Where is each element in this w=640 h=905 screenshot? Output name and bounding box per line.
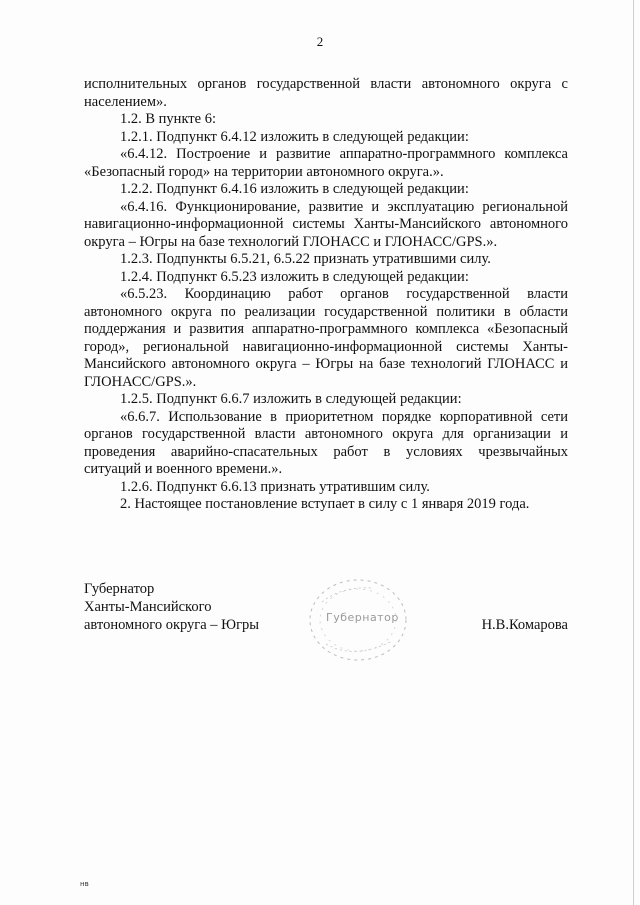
position-line-3: автономного округа – Югры (84, 617, 260, 633)
paragraph-7: 1.2.3. Подпункты 6.5.21, 6.5.22 признать утратившими силу. (120, 251, 491, 267)
document-body (84, 76, 568, 514)
stamp-label: Губернатор (326, 611, 399, 624)
paragraph-11: «6.6.7. Использование в приоритетном порядке корпоративной сети органов государственной власти автономного округа для организации и проведения аварийно-спасательных работ в условиях чрезвычайных ситуаций и военного времени.». (84, 408, 568, 477)
paragraph-13: 2. Настоящее постановление вступает в силу с 1 января 2019 года. (120, 496, 530, 512)
page-edge (633, 0, 634, 905)
signatory-name: Н.В.Комарова (481, 617, 568, 633)
paragraph-4: «6.4.12. Построение и развитие аппаратно-программного комплекса «Безопасный город» на территории автономного округа.». (84, 146, 568, 180)
paragraph-9: «6.5.23. Координацию работ органов государственной власти автономного округа по реализации государственной политики в области поддержания и развития аппаратно-программного комплекса «Безопасный город», региональной навигационно-информационной системы Ханты-Мансийского автономного округа – Югры на базе технологий ГЛОНАСС и ГЛОНАСС/GPS.». (84, 286, 568, 390)
page-number: 2 (316, 34, 324, 49)
paragraph-8: 1.2.4. Подпункт 6.5.23 изложить в следующей редакции: (120, 268, 469, 285)
paragraph-6: «6.4.16. Функционирование, развитие и эксплуатацию региональной навигационно-информационной системы Ханты-Мансийского автономного округа – Югры на базе технологий ГЛОНАСС и ГЛОНАСС/GPS.». (84, 198, 568, 250)
footer-initials: нв (80, 880, 89, 888)
signatory-position (84, 580, 259, 634)
paragraph-5: 1.2.2. Подпункт 6.4.16 изложить в следующей редакции: (120, 181, 469, 197)
paragraph-2: 1.2. В пункте 6: (120, 111, 216, 127)
paragraph-10: 1.2.5. Подпункт 6.6.7 изложить в следующей редакции: (120, 391, 462, 407)
position-line-1: Губернатор (84, 581, 155, 597)
paragraph-1: исполнительных органов государственной власти автономного округа с населением». (84, 76, 568, 110)
paragraph-12: 1.2.6. Подпункт 6.6.13 признать утратившим силу. (120, 478, 430, 495)
paragraph-3: 1.2.1. Подпункт 6.4.12 изложить в следующей редакции: (120, 128, 469, 145)
position-line-2: Ханты-Мансийского (84, 599, 212, 615)
